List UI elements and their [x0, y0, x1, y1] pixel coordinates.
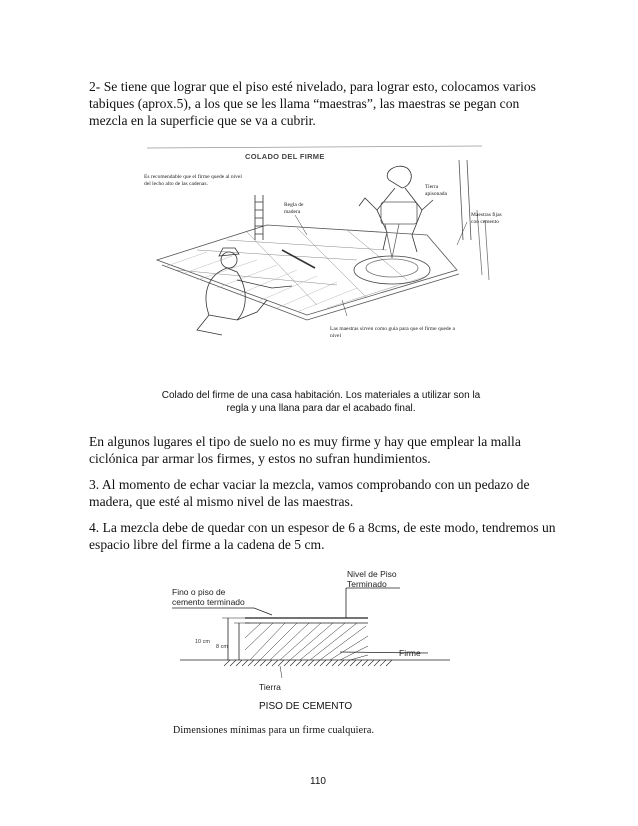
- paragraph-vaciar: 3. Al momento de echar vaciar la mezcla, vamos comprobando con un pedazo de madera, que esté al mismo nivel de las maestras.: [89, 477, 530, 509]
- label-recommend: Es recomendable que el firme quede al nivel del lecho alto de las cadenas.: [144, 174, 242, 187]
- diagram-title: PISO DE CEMENTO: [259, 701, 353, 712]
- label-10cm: 10 cm: [195, 639, 210, 645]
- illustration-title: COLADO DEL FIRME: [245, 152, 325, 161]
- paragraph-malla: En algunos lugares el tipo de suelo no es muy firme y hay que emplear la malla ciclónica par armar los firmes, y estos no sufran hundimientos.: [89, 434, 521, 466]
- label-guia: Las maestras sirven como guía para que el firme quede a nivel: [330, 326, 455, 339]
- label-firme: Firme: [399, 648, 421, 658]
- label-maestras: Maestras fijas con cemento: [471, 212, 502, 225]
- label-nivel-piso: Nivel de Piso Terminado: [347, 569, 397, 589]
- label-regla: Regla de madera: [284, 202, 304, 215]
- diagram-drawing: [160, 560, 460, 700]
- paragraph-maestras: 2- Se tiene que lograr que el piso esté nivelado, para lograr esto, colocamos varios tabiques (aprox.5), a los que se les llama “maestras”, las maestras se pegan con mezcla en la superficie que se va a cubrir.: [89, 79, 536, 128]
- illustration-caption: Colado del firme de una casa habitación. Los materiales a utilizar son la regla y una llana para dar el acabado final.: [161, 390, 481, 414]
- diagram-caption: Dimensiones mínimas para un firme cualquiera.: [173, 725, 375, 736]
- label-8cm: 8 cm: [216, 644, 228, 650]
- illustration-colado-firme: [137, 140, 507, 360]
- label-tierra: Tierra: [259, 682, 281, 692]
- label-fino: Fino o piso de cemento terminado: [172, 587, 245, 607]
- page-number: 110: [310, 776, 326, 787]
- label-tierra: Tierra apisonada: [425, 184, 447, 197]
- paragraph-espesor: 4. La mezcla debe de quedar con un espesor de 6 a 8cms, de este modo, tendremos un espacio libre del firme a la cadena de 5 cm.: [89, 520, 556, 552]
- piso-cemento-diagram: [160, 560, 460, 700]
